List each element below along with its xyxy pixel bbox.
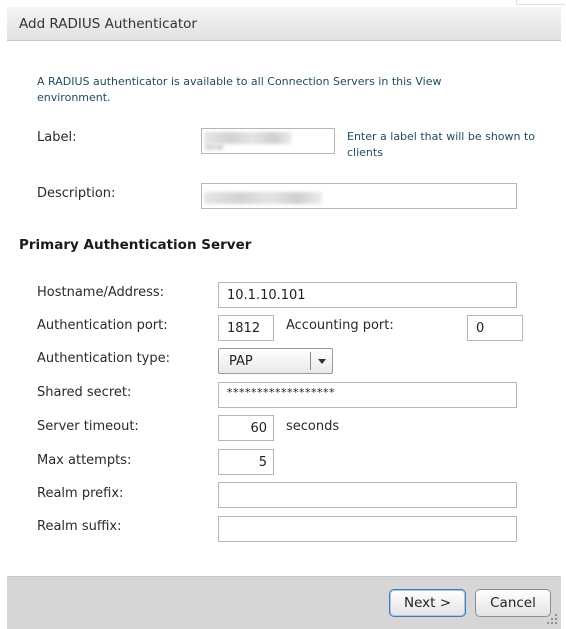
label-input[interactable] — [201, 128, 335, 154]
next-button[interactable]: Next > — [389, 589, 466, 617]
realm-suffix-label: Realm suffix: — [37, 519, 122, 534]
auth-type-label: Authentication type: — [37, 351, 170, 366]
resize-grip-icon[interactable] — [545, 612, 559, 626]
primary-server-section-title: Primary Authentication Server — [19, 237, 252, 253]
realm-prefix-input[interactable] — [218, 482, 517, 508]
auth-port-input[interactable]: 1812 — [218, 315, 274, 341]
description-field-label: Description: — [37, 186, 116, 201]
label-field-label: Label: — [37, 130, 77, 145]
dialog-title-bar[interactable] — [7, 7, 561, 41]
auth-type-selected-value: PAP — [229, 354, 253, 369]
hostname-label: Hostname/Address: — [37, 285, 164, 300]
redacted-label-value — [204, 132, 292, 144]
acct-port-label: Accounting port: — [286, 318, 394, 333]
shared-secret-label: Shared secret: — [37, 385, 132, 400]
dialog-title: Add RADIUS Authenticator — [19, 16, 197, 32]
server-timeout-label: Server timeout: — [37, 419, 139, 434]
window-top-strip — [0, 0, 566, 7]
intro-text: A RADIUS authenticator is available to all Connection Servers in this View environment. — [37, 75, 442, 104]
acct-port-input[interactable]: 0 — [467, 315, 523, 341]
max-attempts-label: Max attempts: — [37, 453, 132, 468]
auth-type-select[interactable] — [218, 348, 333, 374]
shared-secret-input[interactable]: ****************** — [218, 382, 517, 408]
description-input[interactable] — [201, 183, 517, 209]
select-divider — [310, 352, 311, 370]
realm-prefix-label: Realm prefix: — [37, 486, 124, 501]
realm-suffix-input[interactable] — [218, 516, 517, 542]
server-timeout-input[interactable]: 60 — [218, 415, 274, 441]
max-attempts-input[interactable]: 5 — [218, 449, 274, 475]
server-timeout-unit: seconds — [286, 419, 340, 434]
label-hint: Enter a label that will be shown to clients — [347, 130, 536, 159]
dialog-left-margin — [0, 41, 7, 576]
redacted-label-value-tail — [204, 144, 224, 150]
redacted-description-value — [204, 192, 322, 204]
cancel-button[interactable]: Cancel — [475, 589, 551, 617]
chevron-down-icon[interactable] — [318, 359, 326, 364]
auth-port-label: Authentication port: — [37, 318, 168, 333]
hostname-input[interactable]: 10.1.10.101 — [218, 282, 517, 308]
background-window-edge — [516, 0, 565, 5]
